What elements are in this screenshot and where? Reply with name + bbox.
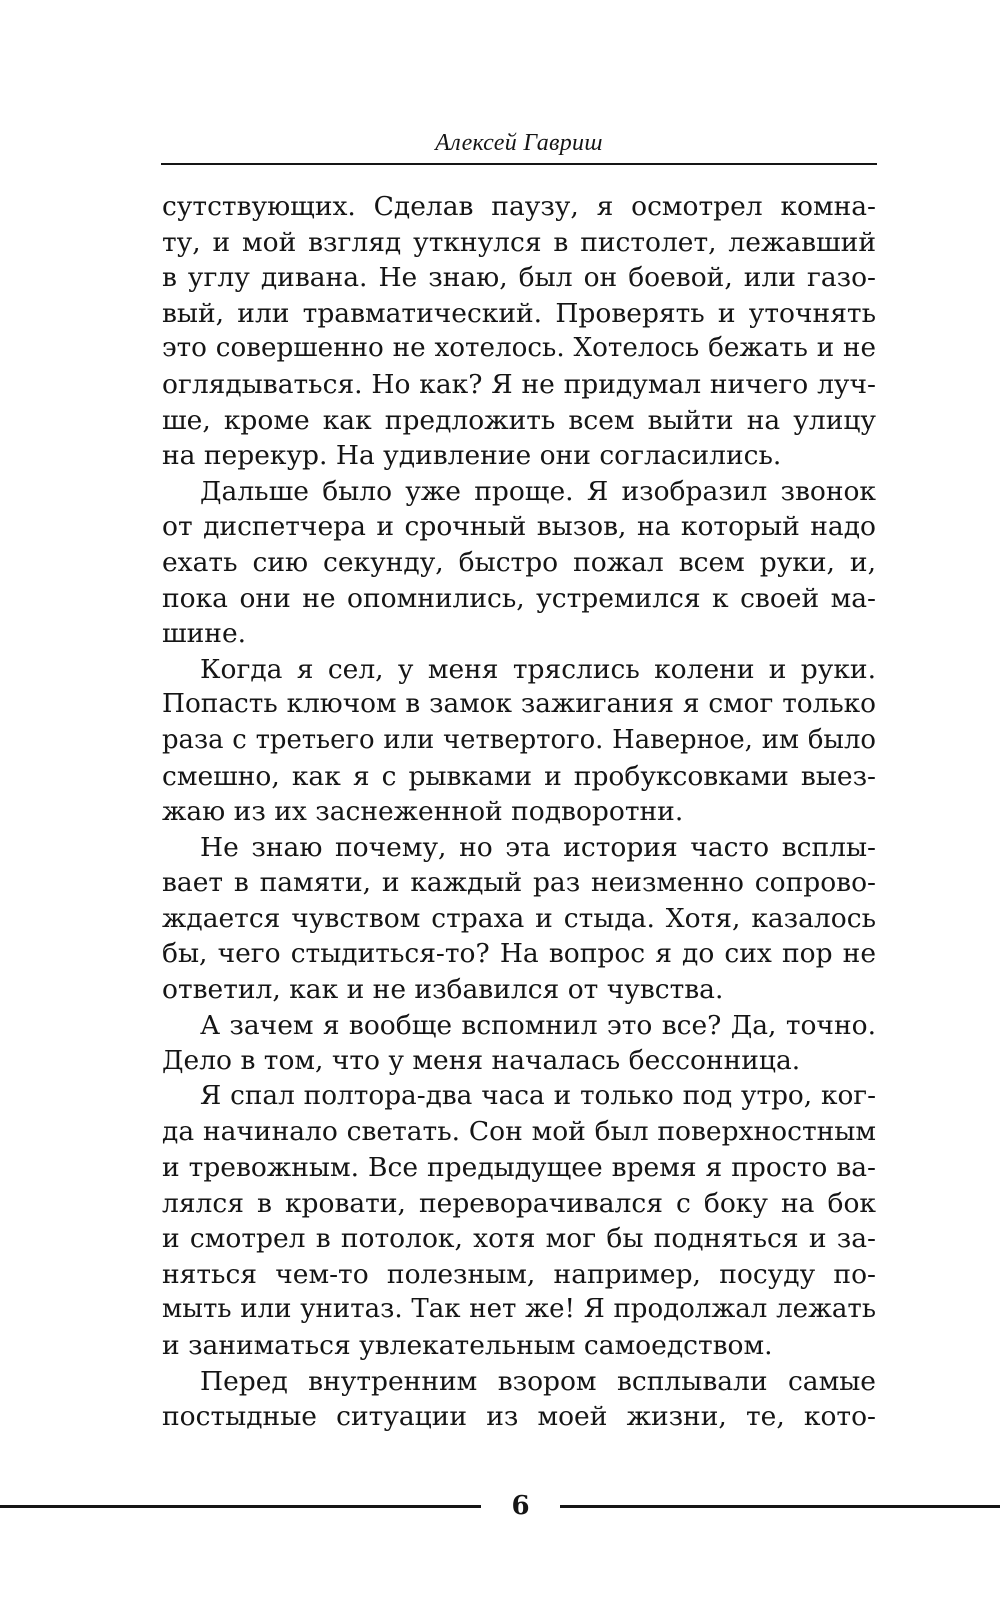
text-line: ту, и мой взгляд уткнулся в пистолет, лежавший	[162, 226, 876, 258]
text-line: ответил, как и не избавился от чувства.	[162, 974, 724, 1006]
text-line: оглядываться. Но как? Я не придумал ничего луч-	[162, 368, 876, 400]
text-line: мыть или унитаз. Так нет же! Я продолжал лежать	[162, 1294, 876, 1325]
footer-rule-left	[0, 1505, 481, 1508]
page-number: 6	[511, 1491, 530, 1521]
text-line: на перекур. На удивление они согласились.	[162, 440, 782, 472]
text-line: Когда я сел, у меня тряслись колени и руки.	[200, 653, 876, 685]
text-line: от диспетчера и срочный вызов, на который надо	[162, 511, 876, 543]
footer-rule-right	[560, 1505, 1000, 1508]
body-text	[162, 189, 876, 1435]
text-line: ше, кроме как предложить всем выйти на улицу	[162, 404, 876, 436]
header-rule	[161, 163, 877, 165]
text-line: Попасть ключом в замок зажигания я смог только	[162, 689, 876, 720]
text-line: это совершенно не хотелось. Хотелось бежать и не	[162, 333, 876, 364]
text-line: смешно, как я с рывками и пробуксовками выез-	[162, 760, 876, 792]
text-line: жаю из их заснеженной подворотни.	[162, 796, 684, 828]
text-line: Я спал полтора-два часа и только под утро, ког-	[200, 1080, 876, 1111]
text-line: Дальше было уже проще. Я изобразил звонок	[200, 475, 876, 507]
running-head-author: Алексей Гавриш	[435, 130, 603, 156]
text-line: и смотрел в потолок, хотя мог бы подняться и за-	[162, 1223, 876, 1255]
text-line: вый, или травматический. Проверять и уточнять	[162, 297, 876, 329]
text-line: и заниматься увлекательным самоедством.	[162, 1330, 773, 1361]
text-line: ехать сию секунду, быстро пожал всем руки, и,	[162, 546, 876, 578]
text-line: няться чем-то полезным, например, посуду по-	[162, 1258, 876, 1290]
text-line: Дело в том, что у меня началась бессонница.	[162, 1045, 801, 1077]
text-line: А зачем я вообще вспомнил это все? Да, точно.	[200, 1009, 876, 1041]
text-line: бы, чего стыдиться-то? На вопрос я до сих пор не	[162, 938, 876, 970]
text-line: ждается чувством страха и стыда. Хотя, казалось	[162, 902, 876, 934]
text-line: в углу дивана. Не знаю, был он боевой, или газо-	[162, 262, 876, 294]
text-line: Перед внутренним взором всплывали самые	[200, 1365, 876, 1397]
text-line: лялся в кровати, переворачивался с боку на бок	[162, 1187, 876, 1219]
text-line: Не знаю почему, но эта история часто всплы-	[200, 831, 876, 863]
text-line: шине.	[162, 618, 247, 650]
text-line: постыдные ситуации из моей жизни, те, кото-	[162, 1401, 876, 1433]
text-line: сутствующих. Сделав паузу, я осмотрел комна-	[162, 191, 876, 222]
text-line: да начинало светать. Сон мой был поверхностным	[162, 1116, 876, 1148]
text-line: пока они не опомнились, устремился к своей ма-	[162, 582, 876, 614]
text-line: и тревожным. Все предыдущее время я просто ва-	[162, 1152, 876, 1184]
text-line: вает в памяти, и каждый раз неизменно сопрово-	[162, 867, 876, 899]
text-line: раза с третьего или четвертого. Наверное, им было	[162, 724, 876, 755]
